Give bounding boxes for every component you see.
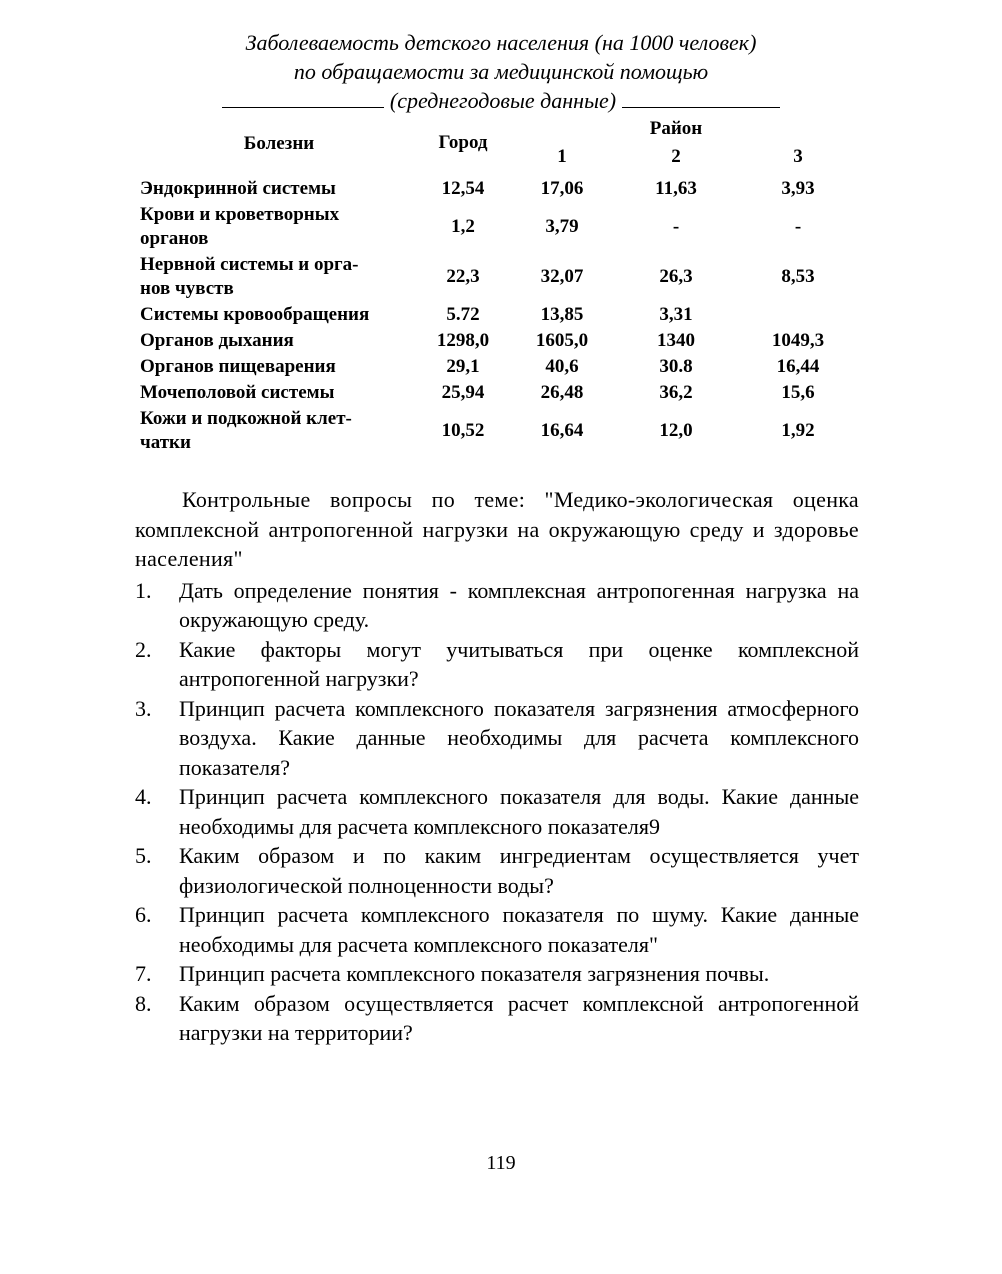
table-row bbox=[140, 354, 860, 380]
disease-line-1: Мочеполовой системы bbox=[140, 382, 335, 403]
table-title bbox=[0, 28, 1002, 115]
question-text: Принцип расчета комплексного показателя загрязнения атмосферного воздуха. Какие данные необходимы для расчета комплексного показателя? bbox=[179, 695, 859, 780]
header-district: Район bbox=[649, 118, 703, 139]
question-item bbox=[135, 694, 859, 783]
disease-line-2: чатки bbox=[140, 432, 191, 453]
question-item bbox=[135, 900, 859, 959]
value-d1: 40,6 bbox=[545, 356, 579, 377]
value-city: 5.72 bbox=[446, 304, 480, 325]
header-district-3: 3 bbox=[793, 146, 803, 167]
question-item bbox=[135, 576, 859, 635]
value-city: 29,1 bbox=[446, 356, 480, 377]
value-city: 12,54 bbox=[441, 178, 485, 199]
disease-name bbox=[140, 176, 418, 202]
question-item bbox=[135, 635, 859, 694]
value-d2: 12,0 bbox=[659, 420, 693, 441]
header-district-2: 2 bbox=[671, 146, 681, 167]
disease-name bbox=[140, 328, 418, 354]
question-item bbox=[135, 989, 859, 1048]
title-line-2: по обращаемости за медицинской помощью bbox=[293, 59, 709, 84]
disease-line-1: Системы кровообращения bbox=[140, 304, 370, 325]
header-district-1: 1 bbox=[557, 146, 567, 167]
value-d3: 1049,3 bbox=[771, 330, 825, 351]
disease-name bbox=[140, 380, 418, 406]
question-number: 6. bbox=[135, 902, 152, 927]
value-d2: 30.8 bbox=[659, 356, 693, 377]
title-underline-left bbox=[222, 91, 384, 108]
value-d3: 15,6 bbox=[781, 382, 815, 403]
disease-name bbox=[140, 202, 418, 252]
value-d1: 26,48 bbox=[540, 382, 584, 403]
header-city: Город bbox=[438, 132, 488, 153]
value-d2: 1340 bbox=[657, 330, 695, 351]
title-underline-right bbox=[622, 91, 780, 108]
value-d3: 3,93 bbox=[781, 178, 815, 199]
value-d2: 3,31 bbox=[659, 304, 693, 325]
value-d3: - bbox=[794, 216, 802, 237]
value-d2: 36,2 bbox=[659, 382, 693, 403]
question-item bbox=[135, 782, 859, 841]
value-city: 10,52 bbox=[441, 420, 485, 441]
question-text: Принцип расчета комплексного показателя загрязнения почвы. bbox=[179, 961, 770, 986]
question-number: 2. bbox=[135, 636, 152, 662]
questions-intro: Контрольные вопросы по теме: "Медико-экологическая оценка комплексной антропогенной нагрузки на окружающую среду и здоровье населения" bbox=[135, 487, 859, 571]
question-number: 3. bbox=[135, 695, 152, 721]
title-line-3: (среднегодовые данные) bbox=[389, 88, 617, 113]
value-d1: 16,64 bbox=[540, 420, 584, 441]
value-d3: 16,44 bbox=[776, 356, 820, 377]
value-city: 22,3 bbox=[446, 266, 480, 287]
header-disease: Болезни bbox=[243, 133, 315, 154]
disease-line-1: Кожи и подкожной клет- bbox=[140, 408, 352, 429]
questions-section bbox=[135, 485, 859, 1048]
disease-name bbox=[140, 354, 418, 380]
value-d3 bbox=[736, 302, 860, 328]
value-d1: 17,06 bbox=[540, 178, 584, 199]
question-number: 5. bbox=[135, 843, 152, 868]
disease-name bbox=[140, 252, 418, 302]
value-d1: 1605,0 bbox=[535, 330, 589, 351]
disease-name bbox=[140, 302, 418, 328]
value-city: 1,2 bbox=[451, 216, 475, 237]
table-row bbox=[140, 176, 860, 202]
value-d1: 32,07 bbox=[540, 266, 584, 287]
question-item bbox=[135, 841, 859, 900]
question-number: 7. bbox=[135, 961, 152, 986]
value-d1: 13,85 bbox=[540, 304, 584, 325]
question-text: Принцип расчета комплексного показателя по шуму. Какие данные необходимы для расчета комплексного показателя" bbox=[179, 902, 859, 957]
disease-line-1: Крови и кроветворных bbox=[140, 204, 340, 225]
morbidity-table bbox=[140, 118, 860, 456]
table-row bbox=[140, 328, 860, 354]
table-row bbox=[140, 380, 860, 406]
value-d3: 1,92 bbox=[781, 420, 815, 441]
disease-line-1: Нервной системы и орга- bbox=[140, 254, 359, 275]
table-body bbox=[140, 176, 860, 456]
title-line-3-wrap bbox=[0, 86, 1002, 115]
question-number: 4. bbox=[135, 784, 152, 809]
question-text: Какие факторы могут учитываться при оценке комплексной антропогенной нагрузки? bbox=[179, 636, 859, 691]
disease-line-2: нов чувств bbox=[140, 278, 234, 299]
table-row bbox=[140, 406, 860, 456]
question-number: 1. bbox=[135, 577, 152, 603]
value-city: 1298,0 bbox=[436, 330, 490, 351]
value-d1: 3,79 bbox=[545, 216, 579, 237]
value-city: 25,94 bbox=[441, 382, 485, 403]
question-text: Каким образом и по каким ингредиентам осуществляется учет физиологической полноценности воды? bbox=[179, 843, 859, 898]
title-line-1: Заболеваемость детского населения (на 1000 человек) bbox=[245, 30, 757, 55]
value-d2: - bbox=[672, 216, 680, 237]
value-d3: 8,53 bbox=[781, 266, 815, 287]
question-item bbox=[135, 959, 859, 989]
table-row bbox=[140, 302, 860, 328]
question-number: 8. bbox=[135, 990, 152, 1016]
disease-line-2: органов bbox=[140, 228, 209, 249]
question-text: Дать определение понятия - комплексная антропогенная нагрузка на окружающую среду. bbox=[179, 577, 859, 632]
table-row bbox=[140, 252, 860, 302]
table-header-row bbox=[140, 118, 860, 142]
questions-list bbox=[135, 576, 859, 1048]
value-d2: 11,63 bbox=[655, 178, 697, 199]
page-number: 119 bbox=[486, 1152, 516, 1174]
question-text: Принцип расчета комплексного показателя для воды. Какие данные необходимы для расчета комплексного показателя9 bbox=[179, 784, 859, 839]
disease-line-1: Органов пищеварения bbox=[140, 356, 336, 377]
question-text: Каким образом осуществляется расчет комплексной антропогенной нагрузки на территории? bbox=[179, 990, 859, 1045]
disease-name bbox=[140, 406, 418, 456]
disease-line-1: Органов дыхания bbox=[140, 330, 294, 351]
disease-line-1: Эндокринной системы bbox=[140, 178, 336, 199]
table-row bbox=[140, 202, 860, 252]
value-d2: 26,3 bbox=[659, 266, 693, 287]
